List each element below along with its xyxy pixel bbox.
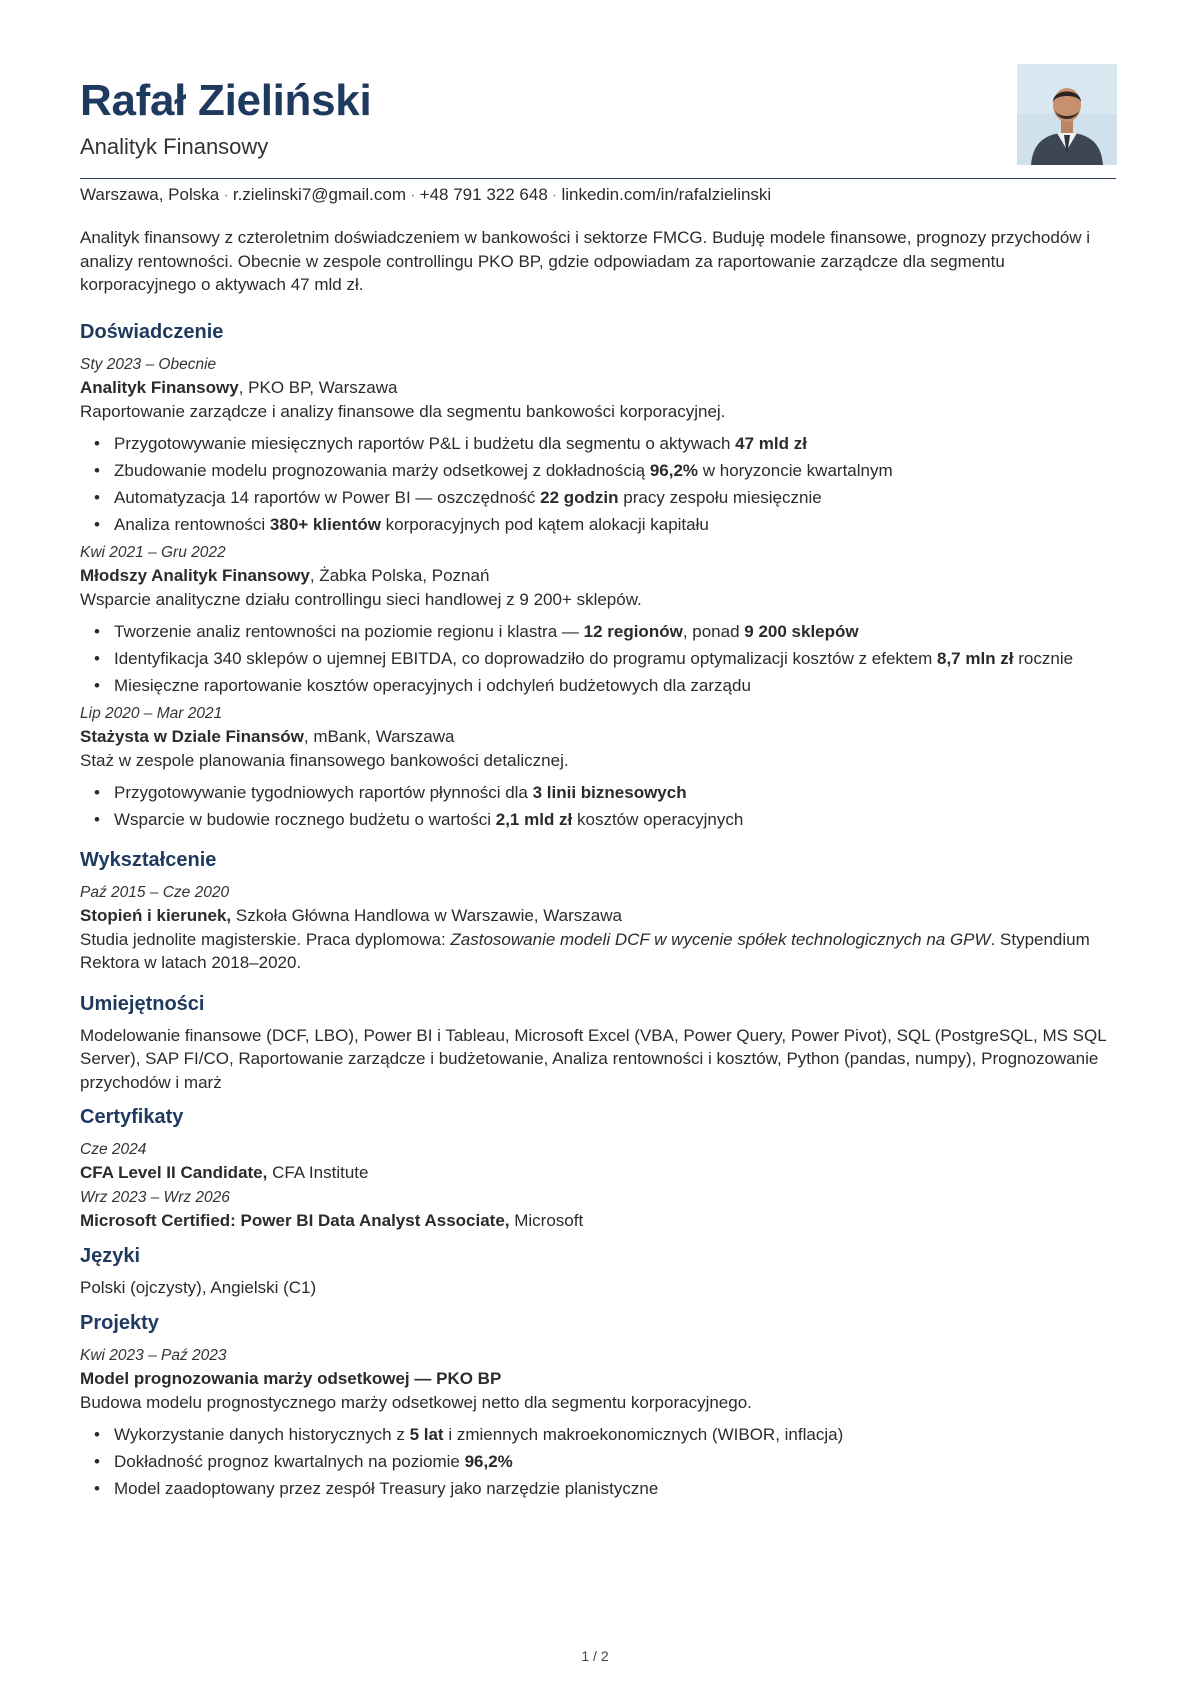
job-role: [80, 564, 1116, 588]
job-entry: [80, 703, 1116, 831]
highlight-metric: 12 regionów: [583, 621, 683, 641]
bullet-text: i zmiennych makroekonomicznych (WIBOR, inflacja): [443, 1424, 844, 1444]
bullet-text: Przygotowywanie tygodniowych raportów płynności dla: [114, 782, 533, 802]
skills-heading: Umiejętności: [80, 992, 205, 1015]
bullet-text: Automatyzacja 14 raportów w Power BI — oszczędność: [114, 487, 541, 507]
bullet-item: [94, 1450, 1116, 1473]
certificate-name: Microsoft Certified: Power BI Data Analyst Associate,: [80, 1211, 510, 1230]
bullet-text: kosztów operacyjnych: [572, 809, 744, 829]
bullet-item: [94, 808, 1116, 831]
contact-separator: ·: [551, 185, 558, 204]
job-dates: Lip 2020 – Mar 2021: [80, 704, 223, 722]
certificate-issuer: Microsoft: [509, 1211, 584, 1230]
job-company: , Żabka Polska, Poznań: [309, 565, 490, 585]
bullet-item: [94, 620, 1116, 643]
education-heading: Wykształcenie: [80, 848, 217, 871]
job-role: [80, 725, 1116, 749]
contact-line: [80, 185, 771, 205]
contact-location: Warszawa, Polska: [80, 185, 220, 204]
bullet-text: w horyzoncie kwartalnym: [698, 460, 893, 480]
certificate-issuer: CFA Institute: [267, 1163, 369, 1182]
job-description: Raportowanie zarządcze i analizy finansowe dla segmentu bankowości korporacyjnej.: [80, 401, 726, 421]
job-role: [80, 376, 1116, 400]
job-achievements: [80, 432, 1116, 536]
education-details-suffix: . Stypendium Rektora w latach 2018–2020.: [80, 929, 1090, 972]
education-dates: Paź 2015 – Cze 2020: [80, 883, 230, 901]
languages-heading: Języki: [80, 1245, 141, 1267]
bullet-text: korporacyjnych pod kątem alokacji kapitału: [380, 514, 709, 534]
highlight-metric: 5 lat: [409, 1424, 444, 1444]
bullet-text: Analiza rentowności: [114, 514, 270, 534]
bullet-text: , ponad: [682, 621, 745, 641]
bullet-item: [94, 647, 1116, 670]
highlight-metric: 3 linii biznesowych: [532, 782, 687, 802]
contact-phone[interactable]: +48 791 322 648: [419, 185, 548, 204]
highlight-metric: 22 godzin: [540, 487, 619, 507]
contact-linkedin[interactable]: linkedin.com/in/rafalzielinski: [561, 185, 772, 204]
job-achievements: [80, 620, 1116, 697]
job-entry: [80, 542, 1116, 697]
education-details-text: Studia jednolite magisterskie. Praca dyplomowa:: [80, 929, 451, 949]
highlight-metric: 8,7 mln zł: [937, 648, 1014, 668]
certificate-dates: Wrz 2023 – Wrz 2026: [80, 1189, 230, 1206]
bullet-item: [94, 432, 1116, 455]
bullet-item: [94, 781, 1116, 804]
certificate-entry: [80, 1187, 1116, 1233]
job-description: Wsparcie analityczne działu controllingu sieci handlowej z 9 200+ sklepów.: [80, 589, 642, 609]
project-achievements: [80, 1423, 1116, 1500]
thesis-title: Zastosowanie modeli DCF w wycenie spółek technologicznych na GPW: [450, 929, 991, 949]
highlight-metric: 2,1 mld zł: [495, 809, 573, 829]
highlight-metric: 380+ klientów: [269, 514, 381, 534]
project-dates: Kwi 2023 – Paź 2023: [80, 1346, 227, 1364]
bullet-item: [94, 513, 1116, 536]
job-achievements: [80, 781, 1116, 831]
bullet-text: Identyfikacja 340 sklepów o ujemnej EBITDA, co doprowadziło do programu optymalizacji kosztów z efektem: [114, 648, 937, 668]
highlight-metric: 47 mld zł: [735, 433, 807, 453]
bullet-text: rocznie: [1013, 648, 1074, 668]
bullet-item: [94, 1477, 1116, 1500]
job-description: Staż w zespole planowania finansowego bankowości detalicznej.: [80, 750, 569, 770]
profile-summary: Analityk finansowy z czteroletnim doświadczeniem w bankowości i sektorze FMCG. Buduję modele finansowe, prognozy przychodów i analizy rentowności. Obecnie w zespole controllingu PKO BP, gdzie odpowiadam za raportowanie zarządcze dla segmentu korporacyjnego o aktywach 47 mld zł.: [80, 228, 1091, 294]
job-company: , mBank, Warszawa: [303, 726, 455, 746]
contact-separator: ·: [223, 185, 229, 204]
contact-separator: ·: [410, 185, 416, 204]
highlight-metric: 96,2%: [649, 460, 699, 480]
job-company: , PKO BP, Warszawa: [238, 377, 398, 397]
job-entry: [80, 354, 1116, 536]
job-dates: Kwi 2021 – Gru 2022: [80, 543, 226, 561]
education-degree-line: [80, 904, 1116, 928]
bullet-text: Dokładność prognoz kwartalnych na poziomie: [114, 1451, 465, 1471]
profile-photo: [1017, 64, 1117, 165]
certificate-line: [80, 1161, 1116, 1185]
highlight-metric: 96,2%: [464, 1451, 513, 1471]
certificates-heading: Certyfikaty: [80, 1106, 184, 1128]
resume-body: [80, 226, 1116, 1504]
bullet-text: Przygotowywanie miesięcznych raportów P&L i budżetu dla segmentu o aktywach: [114, 433, 736, 453]
certificate-dates: Cze 2024: [80, 1141, 147, 1158]
job-title: Stażysta w Dziale Finansów: [80, 726, 304, 746]
bullet-text: Wsparcie w budowie rocznego budżetu o wartości: [114, 809, 496, 829]
project-entry: [80, 1345, 1116, 1500]
highlight-metric: 9 200 sklepów: [744, 621, 859, 641]
certificate-entry: [80, 1139, 1116, 1185]
bullet-text: pracy zespołu miesięcznie: [618, 487, 822, 507]
certificate-name: CFA Level II Candidate,: [80, 1163, 268, 1182]
education-details: [80, 928, 1116, 975]
bullet-text: Zbudowanie modelu prognozowania marży odsetkowej z dokładnością: [114, 460, 650, 480]
candidate-name: Rafał Zieliński: [80, 76, 372, 125]
bullet-item: [94, 486, 1116, 509]
job-title: Analityk Finansowy: [80, 377, 239, 397]
skills-list: Modelowanie finansowe (DCF, LBO), Power BI i Tableau, Microsoft Excel (VBA, Power Query, Power Pivot), SQL (PostgreSQL, MS SQL Server), SAP FI/CO, Raportowanie zarządcze i budżetowanie, Analiza rentowności i kosztów, Python (pandas, numpy), Prognozowanie przychodów i marż: [80, 1025, 1107, 1092]
education-entry: [80, 882, 1116, 975]
contact-email[interactable]: r.zielinski7@gmail.com: [232, 185, 406, 204]
bullet-item: [94, 1423, 1116, 1446]
page-number: 1 / 2: [581, 1648, 609, 1664]
experience-heading: Doświadczenie: [80, 320, 224, 343]
bullet-item: [94, 459, 1116, 482]
project-name: Model prognozowania marży odsetkowej — PKO BP: [80, 1368, 502, 1388]
education-degree: Stopień i kierunek,: [80, 905, 232, 925]
projects-heading: Projekty: [80, 1311, 159, 1334]
header-divider: [80, 178, 1116, 179]
bullet-text: Miesięczne raportowanie kosztów operacyjnych i odchyleń budżetowych dla zarządu: [114, 675, 751, 695]
project-name-line: [80, 1367, 1116, 1391]
bullet-text: Model zaadoptowany przez zespół Treasury jako narzędzie planistyczne: [114, 1478, 659, 1498]
bullet-text: Wykorzystanie danych historycznych z: [114, 1424, 410, 1444]
bullet-item: [94, 674, 1116, 697]
education-school: Szkoła Główna Handlowa w Warszawie, Warszawa: [231, 905, 622, 925]
job-title: Młodszy Analityk Finansowy: [80, 565, 310, 585]
languages-list: Polski (ojczysty), Angielski (C1): [80, 1278, 317, 1297]
bullet-text: Tworzenie analiz rentowności na poziomie regionu i klastra —: [114, 621, 584, 641]
person-photo-icon: [1017, 64, 1117, 165]
certificate-line: [80, 1209, 1116, 1233]
candidate-title: Analityk Finansowy: [80, 134, 269, 159]
job-dates: Sty 2023 – Obecnie: [80, 355, 217, 373]
project-description: Budowa modelu prognostycznego marży odsetkowej netto dla segmentu korporacyjnego.: [80, 1392, 752, 1412]
